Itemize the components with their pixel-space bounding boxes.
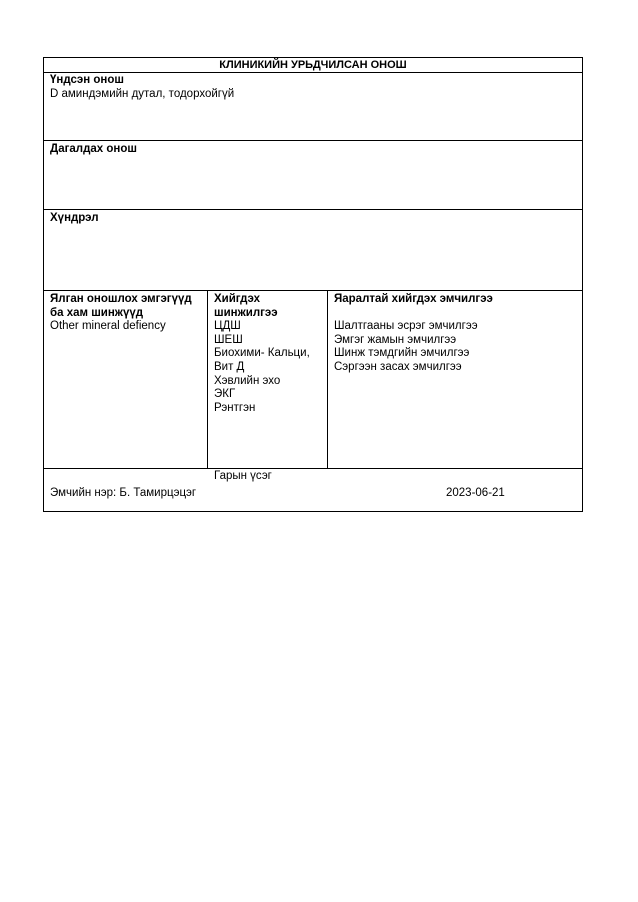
main-diagnosis-label: Үндсэн онош — [50, 74, 124, 86]
accompanying-diagnosis-section — [44, 141, 582, 210]
main-diagnosis-section — [44, 72, 582, 141]
tests-label-line1: Хийгдэх — [214, 293, 261, 305]
tests-column — [208, 291, 328, 468]
treatment-item: Шинж тэмдгийн эмчилгээ — [334, 347, 470, 360]
main-diagnosis-value: D аминдэмийн дутал, тодорхойгүй — [50, 88, 235, 100]
treatment-spacer — [334, 307, 576, 321]
test-item: Биохими- Кальци, — [214, 347, 310, 360]
doctor-name: Эмчийн нэр: Б. Тамирцэцэг — [50, 487, 197, 499]
treatment-label: Яаралтай хийгдэх эмчилгээ — [334, 293, 493, 305]
test-item: ЦДШ — [214, 320, 241, 333]
treatment-column — [328, 291, 582, 468]
form-title: КЛИНИКИЙН УРЬДЧИЛСАН ОНОШ — [44, 58, 582, 73]
differential-label-line1: Ялган оношлох эмгэгүүд — [50, 293, 192, 305]
accompanying-diagnosis-label: Дагалдах онош — [50, 143, 137, 155]
differential-value: Other mineral defiency — [50, 320, 166, 333]
test-item: Вит Д — [214, 360, 245, 373]
test-item: Хэвлийн эхо — [214, 374, 281, 387]
form-date: 2023-06-21 — [446, 487, 505, 499]
treatment-item: Сэргээн засах эмчилгээ — [334, 360, 462, 373]
differential-label-line2: ба хам шинжүүд — [50, 306, 144, 319]
clinical-diagnosis-form — [43, 57, 583, 512]
complication-label: Хүндрэл — [50, 212, 99, 224]
complication-section — [44, 210, 582, 291]
signature-label: Гарын үсэг — [214, 470, 272, 482]
test-item: Рэнтгэн — [214, 401, 256, 414]
treatment-item: Эмгэг жамын эмчилгээ — [334, 333, 457, 346]
tests-label-line2: шинжилгээ — [214, 306, 278, 319]
differential-column — [44, 291, 208, 468]
form-footer — [44, 468, 582, 513]
treatment-item: Шалтгааны эсрэг эмчилгээ — [334, 320, 478, 333]
test-item: ЭКГ — [214, 388, 236, 401]
test-item: ШЕШ — [214, 333, 243, 346]
